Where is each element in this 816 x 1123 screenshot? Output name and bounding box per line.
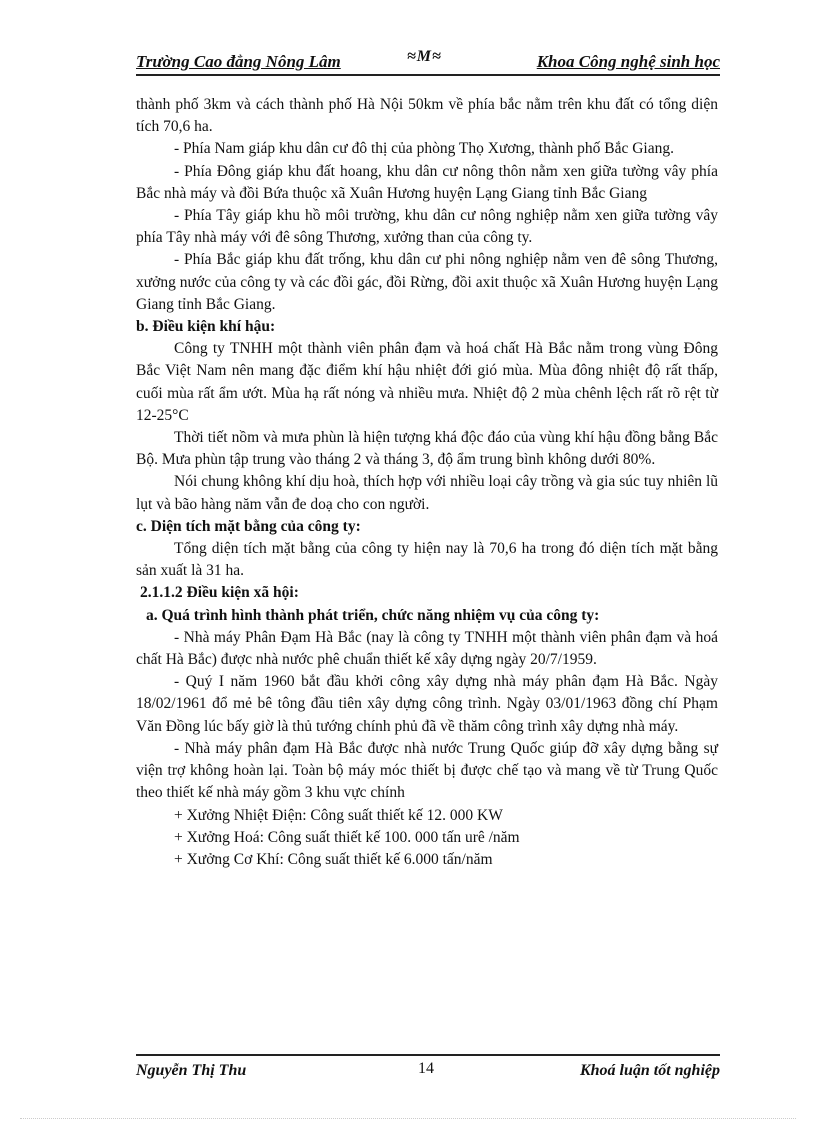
page-number: 14 <box>418 1060 434 1077</box>
section-heading: c. Diện tích mặt bằng của công ty: <box>136 517 361 535</box>
paragraph: Nói chung không khí dịu hoà, thích hợp với nhiều loại cây trồng và gia súc tuy nhiên lũ lụt và bão hàng năm vẫn đe doạ cho con người. <box>136 473 718 513</box>
footer-author: Nguyễn Thị Thu <box>136 1062 247 1079</box>
section-heading: a. Quá trình hình thành phát triển, chức năng nhiệm vụ của công ty: <box>146 606 600 624</box>
paragraph: Thời tiết nồm và mưa phùn là hiện tượng khá độc đáo của vùng khí hậu đồng bằng Bắc Bộ. Mưa phùn tập trung vào tháng 2 và tháng 3, độ ẩm trung bình không dưới 80%. <box>136 429 718 469</box>
document-body <box>136 94 718 871</box>
paragraph: - Phía Nam giáp khu dân cư đô thị của phòng Thọ Xương, thành phố Bắc Giang. <box>174 140 674 158</box>
paragraph: - Phía Tây giáp khu hồ môi trường, khu dân cư nông nghiệp nằm xen giữa tường vây phía Tây nhà máy với đê sông Thương, xưởng than của công ty. <box>136 207 718 247</box>
footer-title: Khoá luận tốt nghiệp <box>579 1062 720 1079</box>
section-heading: b. Điều kiện khí hậu: <box>136 318 276 336</box>
paragraph: - Phía Đông giáp khu đất hoang, khu dân cư nông thôn nằm xen giữa tường vây phía Bắc nhà máy và đồi Bứa thuộc xã Xuân Hương huyện Lạng Giang tỉnh Bắc Giang <box>136 162 718 202</box>
page-footer <box>136 1054 720 1078</box>
header-school: Trường Cao đẳng Nông Lâm <box>136 52 341 71</box>
list-item: + Xưởng Nhiệt Điện: Công suất thiết kế 12. 000 KW <box>174 806 503 824</box>
list-item: + Xưởng Cơ Khí: Công suất thiết kế 6.000 tấn/năm <box>174 850 493 868</box>
paragraph: - Phía Bắc giáp khu đất trống, khu dân cư phi nông nghiệp nằm ven đê sông Thương, xưởng nước của công ty và các đồi gác, đồi Rừng, đồi axit thuộc xã Xuân Hương huyện Lạng Giang tỉnh Bắc Giang. <box>136 251 718 313</box>
paragraph-list <box>136 94 718 805</box>
paragraph: thành phố 3km và cách thành phố Hà Nội 50km về phía bắc nằm trên khu đất có tổng diện tích 70,6 ha. <box>136 96 718 136</box>
list-item: + Xưởng Hoá: Công suất thiết kế 100. 000 tấn urê /năm <box>174 828 520 846</box>
page-edge-divider <box>20 1118 796 1119</box>
workshop-list <box>136 805 718 872</box>
paragraph: - Quý I năm 1960 bắt đầu khởi công xây dựng nhà máy phân đạm Hà Bắc. Ngày 18/02/1961 đổ mẻ bê tông đầu tiên xây dựng công trình. Ngày 03/01/1963 đồng chí Phạm Văn Đồng lúc bấy giờ là thủ tướng chính phủ đã về thăm công trình xây dựng nhà máy. <box>136 673 718 735</box>
paragraph: Công ty TNHH một thành viên phân đạm và hoá chất Hà Bắc nằm trong vùng Đông Bắc Việt Nam nên mang đặc điểm khí hậu nhiệt đới gió mùa. Mùa đông nhiệt độ rất thấp, cuối mùa rất ẩm ướt. Mùa hạ rất nóng và nhiều mưa. Nhiệt độ 2 mùa chênh lệch rất rõ rệt từ 12-25°C <box>136 340 718 424</box>
header-faculty: Khoa Công nghệ sinh học <box>536 52 720 71</box>
header-ornament: ≈M≈ <box>407 48 442 65</box>
paragraph: - Nhà máy phân đạm Hà Bắc được nhà nước Trung Quốc giúp đỡ xây dựng bằng sự viện trợ không hoàn lại. Toàn bộ máy móc thiết bị được chế tạo và mang về từ Trung Quốc theo thiết kế nhà máy gồm 3 khu vực chính <box>136 739 718 802</box>
section-heading: 2.1.1.2 Điều kiện xã hội: <box>140 584 299 602</box>
paragraph: Tổng diện tích mặt bằng của công ty hiện nay là 70,6 ha trong đó diện tích mặt bằng sản xuất là 31 ha. <box>136 540 718 580</box>
paragraph: - Nhà máy Phân Đạm Hà Bắc (nay là công ty TNHH một thành viên phân đạm và hoá chất Hà Bắc) được nhà nước phê chuẩn thiết kế xây dựng ngày 20/7/1959. <box>136 628 718 669</box>
page-header <box>136 50 720 76</box>
